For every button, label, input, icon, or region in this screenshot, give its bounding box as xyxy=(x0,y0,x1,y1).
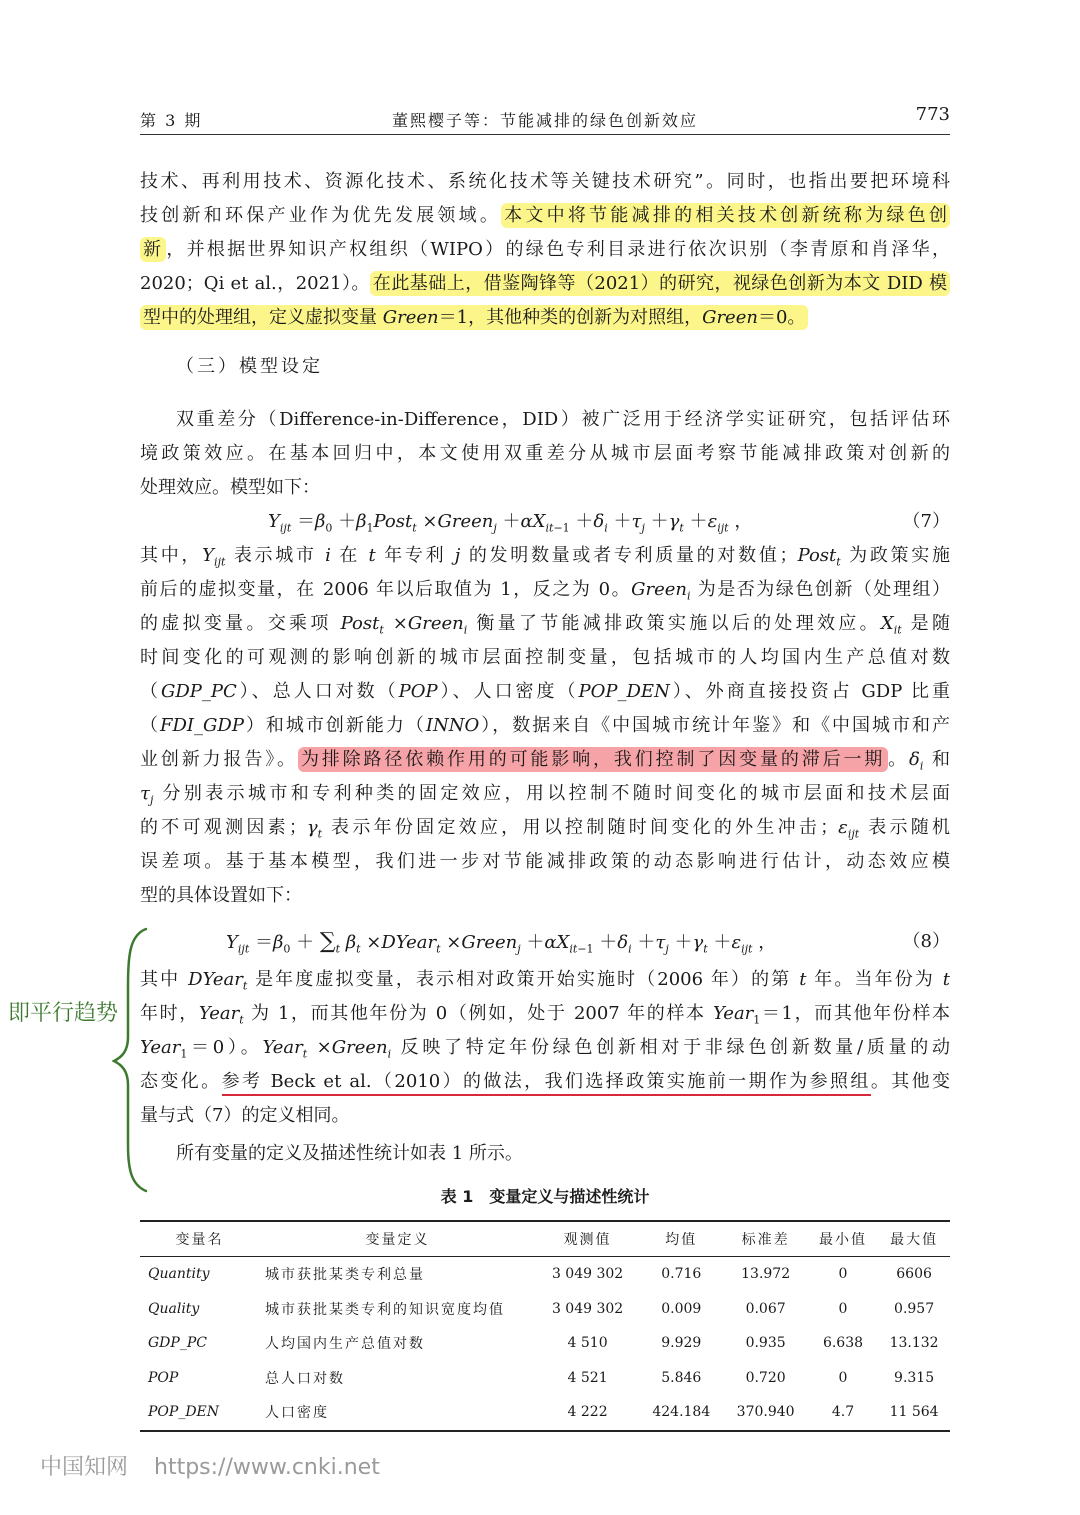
text-line: 误差项。基于基本模型，我们进一步对节能减排政策的动态影响进行估计，动态效应模 xyxy=(140,851,950,872)
column-header: 观测值 xyxy=(536,1221,639,1257)
text-line: 其中 DYear$_t$ 是年度虚拟变量，表示相对政策开始实施时（2006 年）的第 t 年。当年份为 t xyxy=(140,969,950,993)
yellow-highlight: 型中的处理组，定义虚拟变量 Green＝1，其他种类的创新为对照组，Green＝0。 xyxy=(140,305,808,330)
text-line: 的虚拟变量。交乘项 Post$_t$ ×Green$_i$ 衡量了节能减排政策实施以后的处理效应。$X_{it}$ 是随 xyxy=(140,613,950,637)
table-cell: 0.935 xyxy=(745,1335,786,1352)
article-title: 董熙樱子等：节能减排的绿色创新效应 xyxy=(391,111,698,130)
table-cell: 5.846 xyxy=(661,1369,702,1386)
text-line: 前后的虚拟变量，在 2006 年以后取值为 1，反之为 0。Green$_i$ 为是否为绿色创新（处理组） xyxy=(140,579,950,603)
text-line: $\tau_j$ 分别表示城市和专利种类的固定效应，用以控制不随时间变化的城市层面和技术层面 xyxy=(140,783,950,807)
text-line: 技创新和环保产业作为优先发展领域。 本文中将节能减排的相关技术创新统称为绿色创 xyxy=(140,199,950,233)
table-cell: 总人口对数 xyxy=(265,1370,345,1387)
text-line: 所有变量的定义及描述性统计如表 1 所示。 xyxy=(176,1143,523,1164)
column-header: 变量名 xyxy=(140,1221,259,1257)
text-line: 技术、再利用技术、资源化技术、系统化技术等关键技术研究”。同时，也指出要把环境科 xyxy=(140,171,950,192)
table-cell: 370.940 xyxy=(736,1404,795,1421)
table-cell: 424.184 xyxy=(652,1404,711,1421)
text-line: 其中，$Y_{ijt}$ 表示城市 i 在 t 年专利 j 的发明数量或者专利质量的对数值；Post$_t$ 为政策实施 xyxy=(140,545,950,569)
table-cell: 人口密度 xyxy=(265,1405,329,1422)
text-line xyxy=(140,301,950,335)
column-header: 均值 xyxy=(639,1221,723,1257)
table-cell: 9.315 xyxy=(894,1369,935,1386)
table-cell: 3 049 302 xyxy=(551,1266,624,1283)
text-line: Year$_1$＝0）。Year$_t$ ×Green$_i$ 反映了特定年份绿色创新相对于非绿色创新数量/质量的动 xyxy=(140,1037,950,1061)
table-cell: 城市获批某类专利总量 xyxy=(265,1267,425,1284)
text-line: 时间变化的可观测的影响创新的城市层面控制变量，包括城市的人均国内生产总值对数 xyxy=(140,647,950,668)
table-cell: 6.638 xyxy=(822,1335,864,1352)
table-cell: 0.957 xyxy=(894,1300,935,1317)
column-header: 标准差 xyxy=(723,1221,807,1257)
red-highlight: 为排除路径依赖作用的可能影响，我们控制了因变量的滞后一期 xyxy=(298,747,888,772)
yellow-highlight: 在此基础上，借鉴陶锋等（2021）的研究，视绿色创新为本文 DID 模 xyxy=(370,271,950,296)
subsection-heading: （三）模型设定 xyxy=(176,356,323,377)
table-cell: 0 xyxy=(838,1300,848,1317)
table-cell: 城市获批某类专利的知识宽度均值 xyxy=(265,1301,505,1318)
table-cell: 0.067 xyxy=(745,1300,786,1317)
running-header xyxy=(140,104,950,135)
equation-7: $Y_{ijt} =\beta_0$ $+\beta_1Post_t$ ×Green$_j$ $+\alpha X_{it-1} +\delta_i +\tau_j +\gamma_t +\varepsilon_{ijt}$ ， xyxy=(268,511,753,535)
text-line: 境政策效应。在基本回归中，本文使用双重差分从城市层面考察节能减排政策对创新的 xyxy=(140,443,950,464)
text-line: 新 ，并根据世界知识产权组织（WIPO）的绿色专利目录进行依次识别（李青原和肖泽华， xyxy=(140,233,950,267)
table-cell: 9.929 xyxy=(661,1335,702,1352)
text-line: 年时，Year$_t$ 为 1，而其他年份为 0（例如，处于 2007 年的样本 Year$_1$＝1，而其他年份样本 xyxy=(140,1003,951,1027)
handwritten-annotation: 即平行趋势 xyxy=(8,1001,119,1026)
equation-number: （7） xyxy=(902,511,950,532)
table-cell: GDP_PC xyxy=(148,1335,207,1352)
yellow-highlight: 本文中将节能减排的相关技术创新统称为绿色创 xyxy=(501,203,950,228)
table-cell: 4 521 xyxy=(567,1369,608,1386)
table-cell: 0 xyxy=(838,1266,848,1283)
table-row xyxy=(140,1292,950,1327)
table-cell: 4 510 xyxy=(567,1335,608,1352)
table-cell: 13.132 xyxy=(889,1335,939,1352)
column-header: 最小值 xyxy=(808,1221,878,1257)
watermark-url[interactable]: https://www.cnki.net xyxy=(154,1455,380,1480)
table-cell: 0.009 xyxy=(661,1300,702,1317)
table-cell: Quality xyxy=(148,1300,200,1317)
table-row xyxy=(140,1395,950,1431)
table-cell: 6606 xyxy=(896,1266,932,1283)
table-cell: 0.716 xyxy=(661,1266,702,1283)
column-header: 最大值 xyxy=(878,1221,950,1257)
table-row xyxy=(140,1326,950,1361)
page-number: 773 xyxy=(915,104,950,125)
table-cell: Quantity xyxy=(148,1266,210,1283)
yellow-highlight: 新 xyxy=(140,237,166,262)
text-line: 态变化。参考 Beck et al.（2010）的做法，我们选择政策实施前一期作为参照组。其他变 xyxy=(140,1065,950,1099)
text-line: （FDI_GDP）和城市创新能力（INNO），数据来自《中国城市统计年鉴》和《中国城市和产 xyxy=(140,715,951,736)
table-row xyxy=(140,1361,950,1396)
table-cell: 0 xyxy=(838,1369,848,1386)
table-cell: 13.972 xyxy=(741,1266,791,1283)
equation-8: $Y_{ijt} =\beta_0 + \sum_t$ $\beta_t$ ×DYear$_t$ ×Green$_j$ $+\alpha X_{it-1} +\delta_i +\tau_j +\gamma_t +\varepsilon_{ijt}$ ， xyxy=(226,929,777,956)
table-cell: 4.7 xyxy=(831,1404,855,1421)
cnki-watermark xyxy=(40,1450,380,1481)
table-header-row xyxy=(140,1221,950,1257)
table-cell: 0.720 xyxy=(745,1369,786,1386)
statistics-table xyxy=(140,1220,950,1432)
table-cell: 人均国内生产总值对数 xyxy=(265,1336,425,1353)
table-row xyxy=(140,1257,950,1292)
table-cell: POP_DEN xyxy=(148,1404,220,1421)
issue-number: 第 3 期 xyxy=(140,111,203,130)
text-line: 型的具体设置如下： xyxy=(140,885,302,906)
watermark-brand: 中国知网 xyxy=(40,1455,129,1480)
text-line: 双重差分（Difference-in-Difference，DID）被广泛用于经济学实证研究，包括评估环 xyxy=(176,409,950,430)
equation-number: （8） xyxy=(902,931,950,952)
text-line: 量与式（7）的定义相同。 xyxy=(140,1105,350,1126)
text-line: 处理效应。模型如下： xyxy=(140,477,320,498)
text-line: 业创新力报告》。 为排除路径依赖作用的可能影响，我们控制了因变量的滞后一期 。$\delta_i$ 和 xyxy=(140,749,951,773)
table-cell: 4 222 xyxy=(567,1404,608,1421)
table-cell: 3 049 302 xyxy=(551,1300,624,1317)
text-line: 2020；Qi et al.，2021）。 在此基础上，借鉴陶锋等（2021）的研究，视绿色创新为本文 DID 模 xyxy=(140,267,950,301)
column-header: 变量定义 xyxy=(259,1221,536,1257)
text-line: （GDP_PC）、总人口对数（POP）、人口密度（POP_DEN）、外商直接投资占 GDP 比重 xyxy=(140,681,950,702)
red-underline: 参考 Beck et al.（2010）的做法，我们选择政策实施前一期作为参照组 xyxy=(222,1071,871,1096)
text-line: 的不可观测因素；$\gamma_t$ 表示年份固定效应，用以控制随时间变化的外生冲击；$\varepsilon_{ijt}$ 表示随机 xyxy=(140,817,950,841)
table-cell: 11 564 xyxy=(889,1404,939,1421)
table-cell: POP xyxy=(148,1369,179,1386)
table-caption: 表 1 变量定义与描述性统计 xyxy=(440,1187,650,1206)
